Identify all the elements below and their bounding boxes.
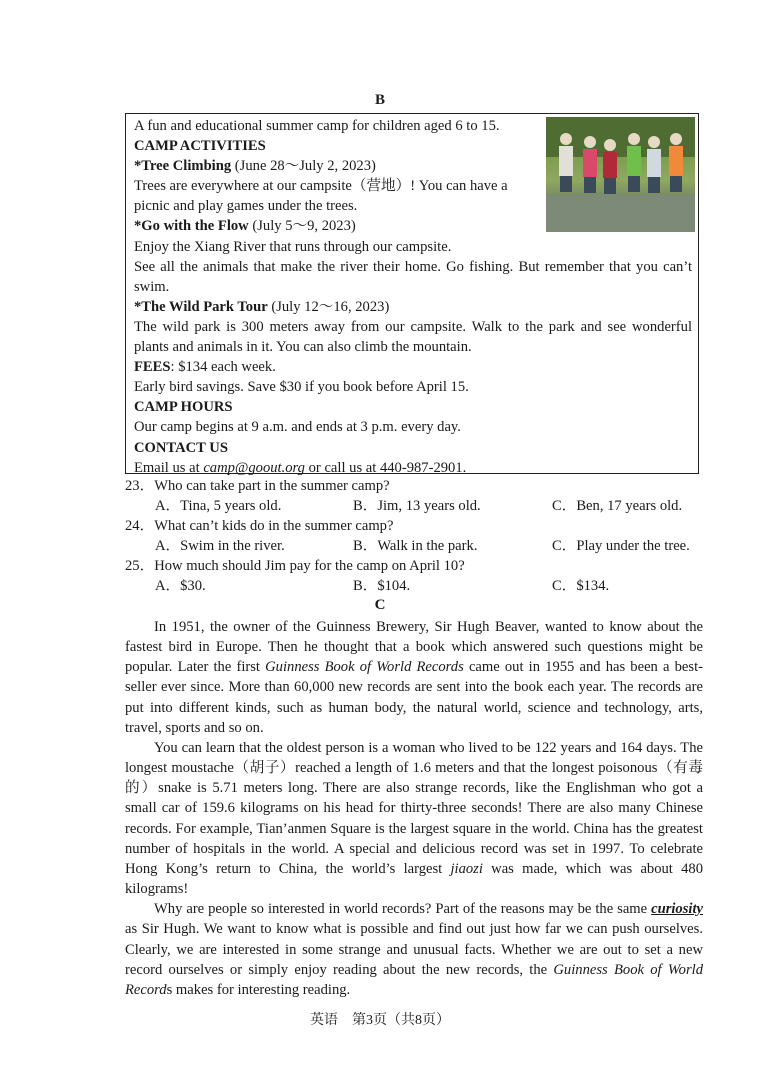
paragraph-1-text-a: In 1951, the owner of the Guinness Brewery, Sir Hugh Beaver, wanted to know about the fastest bird in Europe. Then he thought that a book which answered such questions might be popular. Later the first [125, 619, 703, 676]
activity-2-title: *Go with the Flow [134, 218, 249, 235]
activities-heading: CAMP ACTIVITIES [134, 138, 266, 155]
question-24 [125, 516, 725, 556]
question-24-number: 24． [125, 518, 155, 534]
activity-3-date: (July 12～16, 2023) [267, 298, 390, 315]
question-23-option-a[interactable]: A．Tina, 5 years old. [155, 498, 282, 515]
question-23-options [125, 496, 725, 516]
activity-3-desc: The wild park is 300 meters away from our campsite. Walk to the park and see wonderful plants and animals in it. You can also climb the mountain. [134, 318, 692, 356]
article-paragraph-2 [125, 738, 703, 899]
hours-heading: CAMP HOURS [134, 399, 233, 416]
article-c [125, 617, 703, 1000]
paragraph-2-text-b: was made, which was about 480 kilograms! [125, 860, 703, 898]
activity-2-desc-1: Enjoy the Xiang River that runs through our campsite. [134, 238, 452, 255]
activity-1-desc-1: Trees are everywhere at our campsite（营地）! You can have a [134, 178, 508, 195]
question-25-text: How much should Jim pay for the camp on April 10? [154, 558, 465, 574]
question-25-option-a[interactable]: A．$30. [155, 578, 206, 595]
question-25-option-c[interactable]: C．$134. [552, 578, 610, 595]
question-25 [125, 556, 725, 596]
fees-label: FEES [134, 359, 171, 376]
activity-3-title: *The Wild Park Tour [134, 298, 268, 315]
paragraph-3-text-b: as Sir Hugh. We want to know what is possible and find out just how far we can push ourselves. Clearly, we are interested in some strange and unusual facts. Whether we are out to set a new record ourselves or simply enjoy reading about the new records, the [125, 921, 703, 978]
question-23-option-c[interactable]: C．Ben, 17 years old. [552, 498, 683, 515]
hours-text: Our camp begins at 9 a.m. and ends at 3 p.m. every day. [134, 419, 461, 436]
article-paragraph-1 [125, 617, 703, 738]
question-23-number: 23． [125, 478, 155, 494]
question-23-option-b[interactable]: B．Jim, 13 years old. [353, 498, 481, 515]
underlined-word-curiosity: curiosity [651, 901, 703, 918]
book-title: Guinness Book of World Records [265, 659, 464, 676]
contact-suffix: or call us at 440-987-2901. [304, 459, 467, 476]
article-paragraph-3 [125, 899, 703, 1000]
activity-1-title: *Tree Climbing [134, 158, 232, 175]
jiaozi-word: jiaozi [450, 860, 483, 877]
activity-3-header [134, 297, 692, 317]
paragraph-1-text-b: came out in 1955 and has been a best-seller ever since. More than 60,000 new records are sent into the book each year. The records are put into different kinds, such as human body, the natural world, science and technology, arts, travel, sports and so on. [125, 659, 703, 736]
contact-email: camp@goout.org [203, 459, 305, 476]
question-23-text: Who can take part in the summer camp? [154, 478, 390, 494]
camp-photo [546, 117, 695, 232]
activity-2-desc-2: See all the animals that make the river their home. Go fishing. But remember that you can’t swim. [134, 258, 692, 295]
activity-2-date: (July 5～9, 2023) [248, 218, 356, 235]
activity-1-desc-2: picnic and play games under the trees. [134, 198, 358, 215]
paragraph-3-text-c: s makes for interesting reading. [166, 981, 351, 998]
book-title-2: Guinness Book of World Record [125, 961, 703, 998]
early-bird-text: Early bird savings. Save $30 if you book before April 15. [134, 379, 469, 396]
contact-heading: CONTACT US [134, 439, 228, 456]
question-24-option-b[interactable]: B．Walk in the park. [353, 538, 478, 555]
contact-prefix: Email us at [134, 459, 204, 476]
contact-line [134, 458, 692, 478]
question-25-number: 25． [125, 558, 155, 574]
question-24-options [125, 536, 725, 556]
paragraph-3-text-a: Why are people so interested in world records? Part of the reasons may be the same [154, 901, 652, 918]
question-25-stem [125, 556, 725, 576]
question-24-option-c[interactable]: C．Play under the tree. [552, 538, 690, 555]
fees-line [134, 357, 692, 377]
question-23 [125, 476, 725, 516]
question-24-text: What can’t kids do in the summer camp? [154, 518, 394, 534]
activity-1-date: (June 28～July 2, 2023) [231, 158, 376, 175]
question-25-options [125, 576, 725, 596]
question-23-stem [125, 476, 725, 496]
question-24-option-a[interactable]: A．Swim in the river. [155, 538, 285, 555]
section-c-label: C [374, 597, 386, 613]
fees-value: : $134 each week. [170, 359, 276, 376]
section-b-label: B [374, 92, 385, 108]
page-footer: 英语 第3页（共8页） [310, 1013, 450, 1028]
camp-intro: A fun and educational summer camp for children aged 6 to 15. [134, 118, 500, 134]
paragraph-2-text-a: You can learn that the oldest person is a woman who lived to be 122 years and 164 days. The longest moustache（胡子）reached a length of 1.6 meters and that the longest poisonous（有毒的）snake is 5.71 meters long. There are also strange records, like the Englishman who got a small car of 159.6 kilograms on his head for thirty-three seconds! There are also many Chinese records. For example, Tian’anmen Square is the largest square in the world. China has the greatest number of hospitals in the world. A special and delicious record was set in 1997. To celebrate Hong Kong’s return to China, the world’s largest [125, 739, 703, 877]
question-25-option-b[interactable]: B．$104. [353, 578, 411, 595]
question-24-stem [125, 516, 725, 536]
